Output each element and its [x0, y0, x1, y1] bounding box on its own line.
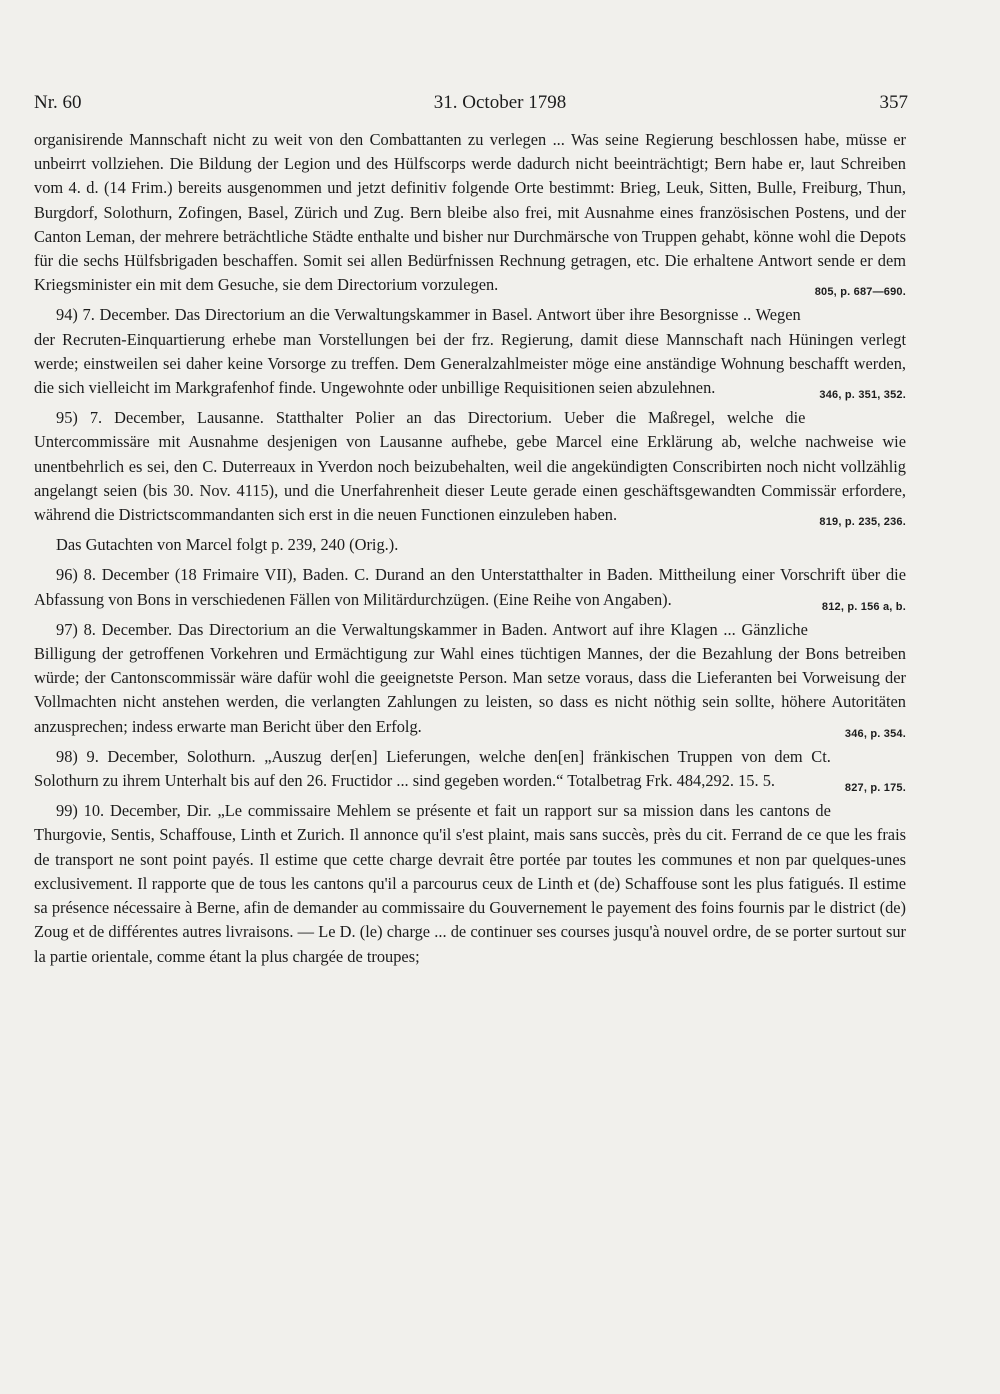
archive-reference: 346, p. 354. — [844, 727, 906, 740]
paragraph-text: 97) 8. December. Das Directorium an die Verwaltungskammer in Baden. Antwort auf ihre Klagen ... Gänzliche Billigung der getroffenen Vorkehren und Ermächtigung zur Wahl eines tüchtigen Mannes, der die Bezahlung der Bons betreiben würde; der Cantonscommissär wäre dafür wohl die geeignetste Person. Man setze voraus, dass die Lieferanten bei Vorweisung der Vollmachten nicht anstehen werden, die verlangten Zahlungen zu leisten, so dass es nicht nöthig sein sollte, höhere Autoritäten anzusprechen; indess erwarte man Bericht über den Erfolg. — [34, 619, 906, 736]
paragraph-text: organisirende Mannschaft nicht zu weit von den Combattanten zu verlegen ... Was seine Regierung beschlossen habe, müsse er unbeirrt vollziehen. Die Bildung der Legion und des Hülfscorps werde dadurch nicht beeinträchtigt; Bern habe er, laut Schreiben vom 4. d. (14 Frim.) bereits ausgenommen und jetzt definitiv folgende Orte bestimmt: Brieg, Leuk, Sitten, Bulle, Freiburg, Thun, Burgdorf, Solothurn, Zofingen, Basel, Zürich und Zug. Bern bleibe also frei, mit Ausnahme eines französischen Postens, und der Canton Leman, der mehrere beträchtliche Städte enthalte und bisher nur Durchmärsche von Truppen gehabt, könne wohl die Depots für die sechs Hülfsbrigaden beschaffen. Somit sei allen Bedürfnissen Rechnung getragen, etc. Die erhaltene Antwort sende er dem Kriegsminister ein mit dem Gesuche, sie dem Directorium vorzulegen. — [34, 130, 906, 295]
paragraph-text: Das Gutachten von Marcel folgt p. 239, 240 (Orig.). — [56, 535, 399, 555]
paragraph-text: 94) 7. December. Das Directorium an die Verwaltungskammer in Basel. Antwort über ihre Besorgnisse .. Wegen der Recruten-Einquartierung erhebe man Vorstellungen bei der frz. Regierung, damit diese Mannschaft nach Hüningen verlegt werde; einstweilen sei daher keine Vorsorge zu treffen. Dem Generalzahlmeister möge eine anständige Wohnung beschafft werden, die sich vielleicht im Markgrafenhof finde. Ungewohnte oder unbillige Requisitionen seien abzulehnen. — [34, 305, 906, 398]
note-gutachten — [34, 533, 906, 557]
archive-reference: 812, p. 156 a, b. — [821, 600, 906, 613]
paragraph-text: 98) 9. December, Solothurn. „Auszug der[en] Lieferungen, welche den[en] fränkischen Truppen von dem Ct. Solothurn zu ihrem Unterhalt bis auf den 26. Fructidor ... sind gegeben worden.“ Totalbetrag Frk. 484,292. 15. 5. — [34, 746, 831, 791]
entry-98 — [34, 745, 906, 793]
paragraph-continuation — [34, 128, 906, 297]
entry-95 — [34, 406, 906, 527]
running-header — [0, 92, 1000, 122]
archive-reference: 346, p. 351, 352. — [819, 389, 906, 402]
entry-94 — [34, 303, 906, 400]
paragraph-text: 99) 10. December, Dir. „Le commissaire Mehlem se présente et fait un rapport sur sa mission dans les cantons de Thurgovie, Sentis, Schaffouse, Linth et Zurich. Il annonce qu'il s'est plaint, mais sans succès, près du cit. Ferrand de ce que les frais de transport ne sont point payés. Il estime que cette charge devrait être portée par toutes les communes et non par quelques-unes exclusivement. Il rapporte que de tous les cantons qu'il a parcourus ceux de Linth et (de) Schaffouse sont les plus fatigués. Il estime sa présence nécessaire à Berne, afin de demander au commissaire du Gouvernement le payement des foins fournis par le district (de) Zoug et de différentes autres livraisons. — Le D. (le) charge ... de continuer ses courses jusqu'à nouvel ordre, de se porter surtout sur la partie orientale, comme étant la plus chargée de troupes; — [34, 801, 906, 966]
paragraph-text: 96) 8. December (18 Frimaire VII), Baden. C. Durand an den Unterstatthalter in Baden. Mittheilung einer Vorschrift über die Abfassung von Bons in verschiedenen Fällen von Militärdurchzügen. (Eine Reihe von Angaben). — [34, 565, 906, 609]
archive-reference: 805, p. 687—690. — [814, 286, 906, 299]
entry-97 — [34, 618, 906, 739]
header-date: 31. October 1798 — [433, 92, 567, 113]
entry-99 — [34, 799, 906, 968]
page-number: 357 — [879, 92, 908, 113]
entry-96 — [34, 563, 906, 611]
archive-reference: 819, p. 235, 236. — [819, 516, 906, 529]
body-text — [34, 128, 906, 969]
document-number: Nr. 60 — [34, 92, 82, 113]
paragraph-text: 95) 7. December, Lausanne. Statthalter Polier an das Directorium. Ueber die Maßregel, welche die Untercommissäre mit Ausnahme desjenigen von Lausanne aufhebe, gebe Marcel eine Erklärung ab, welche nachweise wie unentbehrlich es sei, den C. Duterreaux in Yverdon noch beizubehalten, weil die angekündigten Conscribirten noch nicht vollzählig angelangt seien (bis 30. Nov. 4115), und die Unerfahrenheit dieser Leute gerade einen geschäftsgewandten Commissär erfordere, während die Districtscommandanten sich erst in die neuen Functionen einzuleben haben. — [34, 408, 906, 525]
archive-reference: 827, p. 175. — [844, 782, 906, 795]
